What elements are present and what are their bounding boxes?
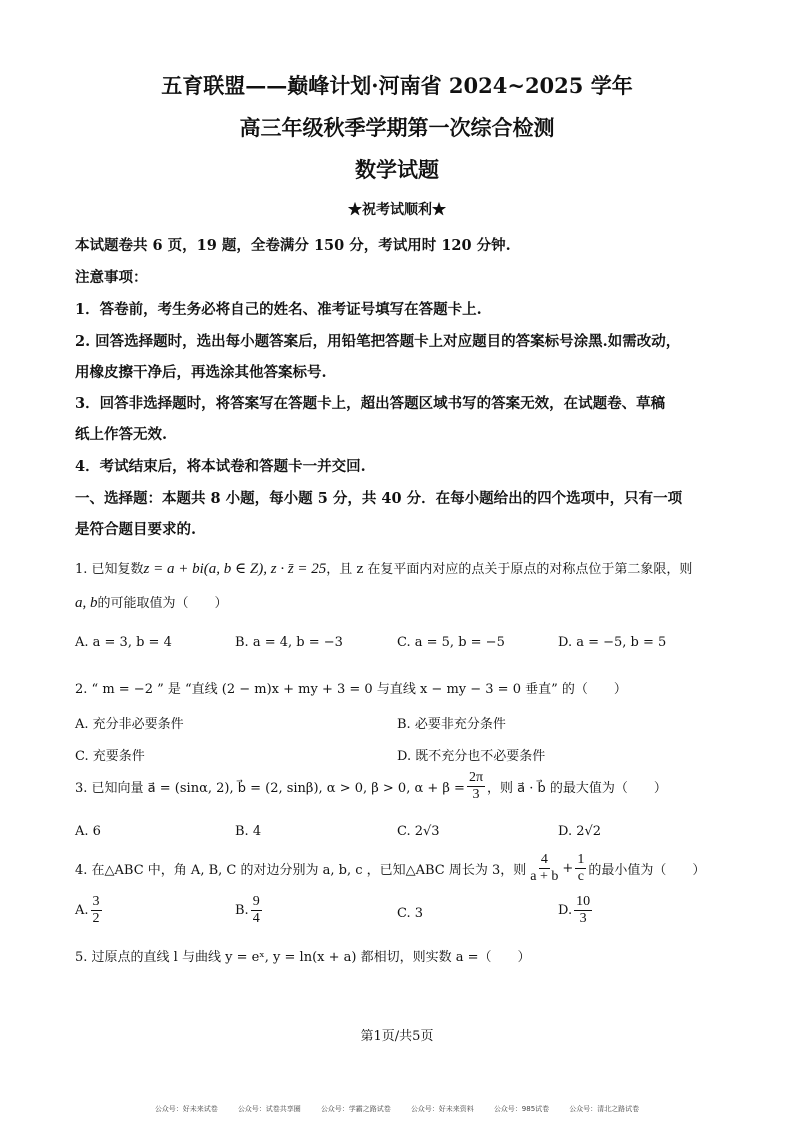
question-1-stem-line2 — [75, 592, 228, 612]
question-4-option-d-frac — [574, 894, 592, 927]
question-3-stem — [75, 770, 667, 803]
question-1-option-d: D. a = −5, b = 5 — [558, 635, 667, 650]
question-1-option-b: B. a = 4, b = −3 — [235, 635, 343, 650]
question-3-post: ，则 a⃗ · b⃗ 的最大值为（ ） — [487, 781, 667, 796]
exam-title: 数学试题 — [355, 157, 439, 182]
question-4-option-b — [235, 894, 264, 927]
question-4-b-num: 9 — [252, 894, 260, 909]
good-luck-banner: ★祝考试顺利★ — [348, 202, 446, 218]
question-1-math: z = a + bi(a, b ∈ Z), z · z̄ = 25 — [143, 561, 327, 577]
question-4-option-a-frac — [91, 894, 102, 927]
question-4-f1-den: a + b — [530, 869, 559, 884]
question-3-frac-den: 3 — [472, 787, 480, 802]
footer-ad: 公众号：试卷共享圈 — [237, 1105, 301, 1113]
question-4-d-den: 3 — [579, 911, 587, 926]
question-3-frac-num: 2π — [468, 770, 484, 785]
section-heading-line2: 是符合题目要求的. — [75, 521, 197, 538]
question-1-ab: a, b — [75, 595, 98, 611]
question-2-option-c: C. 充要条件 — [75, 749, 145, 764]
question-4-option-c: C. 3 — [397, 906, 424, 921]
question-4-post: 的最小值为（ ） — [588, 863, 706, 878]
question-4-pre: 4. 在△ABC 中，角 A, B, C 的对边分别为 a, b, c ，已知△ABC 周长为 3，则 — [75, 863, 527, 878]
footer-ad: 公众号：985试卷 — [493, 1105, 550, 1113]
question-3-option-b: B. 4 — [235, 824, 262, 839]
question-1-pre: 1. 已知复数 — [75, 562, 144, 577]
note-2-line1: 2. 回答选择题时，选出每小题答案后，用铅笔把答题卡上对应题目的答案标号涂黑.如需改动， — [75, 333, 681, 350]
question-1-stem — [75, 558, 692, 578]
question-4-fraction-2 — [575, 852, 586, 885]
question-4-f1-num: 4 — [540, 852, 548, 867]
question-1-option-a: A. a = 3, b = 4 — [75, 635, 172, 650]
question-3-option-d: D. 2√2 — [558, 824, 602, 839]
question-3-option-a: A. 6 — [75, 824, 101, 839]
footer-ad: 公众号：清北之路试卷 — [569, 1105, 640, 1113]
question-4-option-a — [75, 894, 104, 927]
footer-ad: 公众号：好未来资料 — [410, 1105, 474, 1113]
question-4-option-b-frac — [251, 894, 262, 927]
section-heading-line1: 一、选择题：本题共 8 小题，每小题 5 分，共 40 分．在每小题给出的四个选项中，只有一项 — [75, 490, 683, 507]
question-4-option-b-label: B. — [235, 903, 249, 918]
page-number: 第1页/共5页 — [360, 1029, 434, 1044]
note-3-line2: 纸上作答无效. — [75, 426, 168, 443]
question-1-post: ，且 z 在复平面内对应的点关于原点的对称点位于第二象限，则 — [326, 562, 693, 577]
question-3-fraction — [467, 770, 485, 803]
question-4-f2-num: 1 — [577, 852, 585, 867]
question-4-option-a-label: A. — [75, 903, 89, 918]
question-4-f2-den: c — [577, 869, 584, 884]
question-4-stem — [75, 852, 705, 885]
notes-heading: 注意事项： — [75, 269, 148, 286]
question-4-option-d-label: D. — [558, 903, 573, 918]
question-4-plus: + — [562, 861, 574, 876]
exam-info: 本试题卷共 6 页，19 题，全卷满分 150 分，考试用时 120 分钟. — [75, 237, 511, 254]
question-3-option-c: C. 2√3 — [397, 824, 440, 839]
footer-ad: 公众号：好未来试卷 — [154, 1105, 218, 1113]
question-5-stem: 5. 过原点的直线 l 与曲线 y = eˣ, y = ln(x + a) 都相切，则实数 a =（ ） — [75, 950, 531, 965]
question-2-stem: 2. “ m = −2 ” 是 “直线 (2 − m)x + my + 3 = 0 与直线 x − my − 3 = 0 垂直” 的（ ） — [75, 682, 627, 697]
footer-ads — [0, 1104, 794, 1114]
question-2-option-b: B. 必要非充分条件 — [397, 717, 506, 732]
note-3-line1: 3．回答非选择题时，将答案写在答题卡上，超出答题区域书写的答案无效，在试题卷、草稿 — [75, 395, 666, 412]
note-1: 1．答卷前，考生务必将自己的姓名、准考证号填写在答题卡上. — [75, 301, 482, 318]
question-2-option-d: D. 既不充分也不必要条件 — [397, 749, 546, 764]
question-4-fraction-1 — [528, 852, 560, 885]
exam-header-line2: 高三年级秋季学期第一次综合检测 — [239, 115, 555, 140]
question-4-b-den: 4 — [252, 911, 260, 926]
note-2-line2: 用橡皮擦干净后，再选涂其他答案标号. — [75, 364, 327, 381]
footer-ad: 公众号：学霸之路试卷 — [320, 1105, 391, 1113]
question-1-tail: 的可能取值为（ ） — [97, 596, 228, 611]
question-3-pre: 3. 已知向量 a⃗ = (sinα, 2), b⃗ = (2, sinβ), α > 0, β > 0, α + β = — [75, 781, 465, 796]
note-4: 4．考试结束后，将本试卷和答题卡一并交回. — [75, 458, 366, 475]
exam-header-line1: 五育联盟——巅峰计划·河南省 2024~2025 学年 — [161, 73, 633, 98]
question-4-a-den: 2 — [92, 911, 100, 926]
question-4-d-num: 10 — [576, 894, 591, 909]
question-2-option-a: A. 充分非必要条件 — [75, 717, 184, 732]
question-4-option-d — [558, 894, 594, 927]
question-4-a-num: 3 — [92, 894, 100, 909]
question-1-option-c: C. a = 5, b = −5 — [397, 635, 505, 650]
